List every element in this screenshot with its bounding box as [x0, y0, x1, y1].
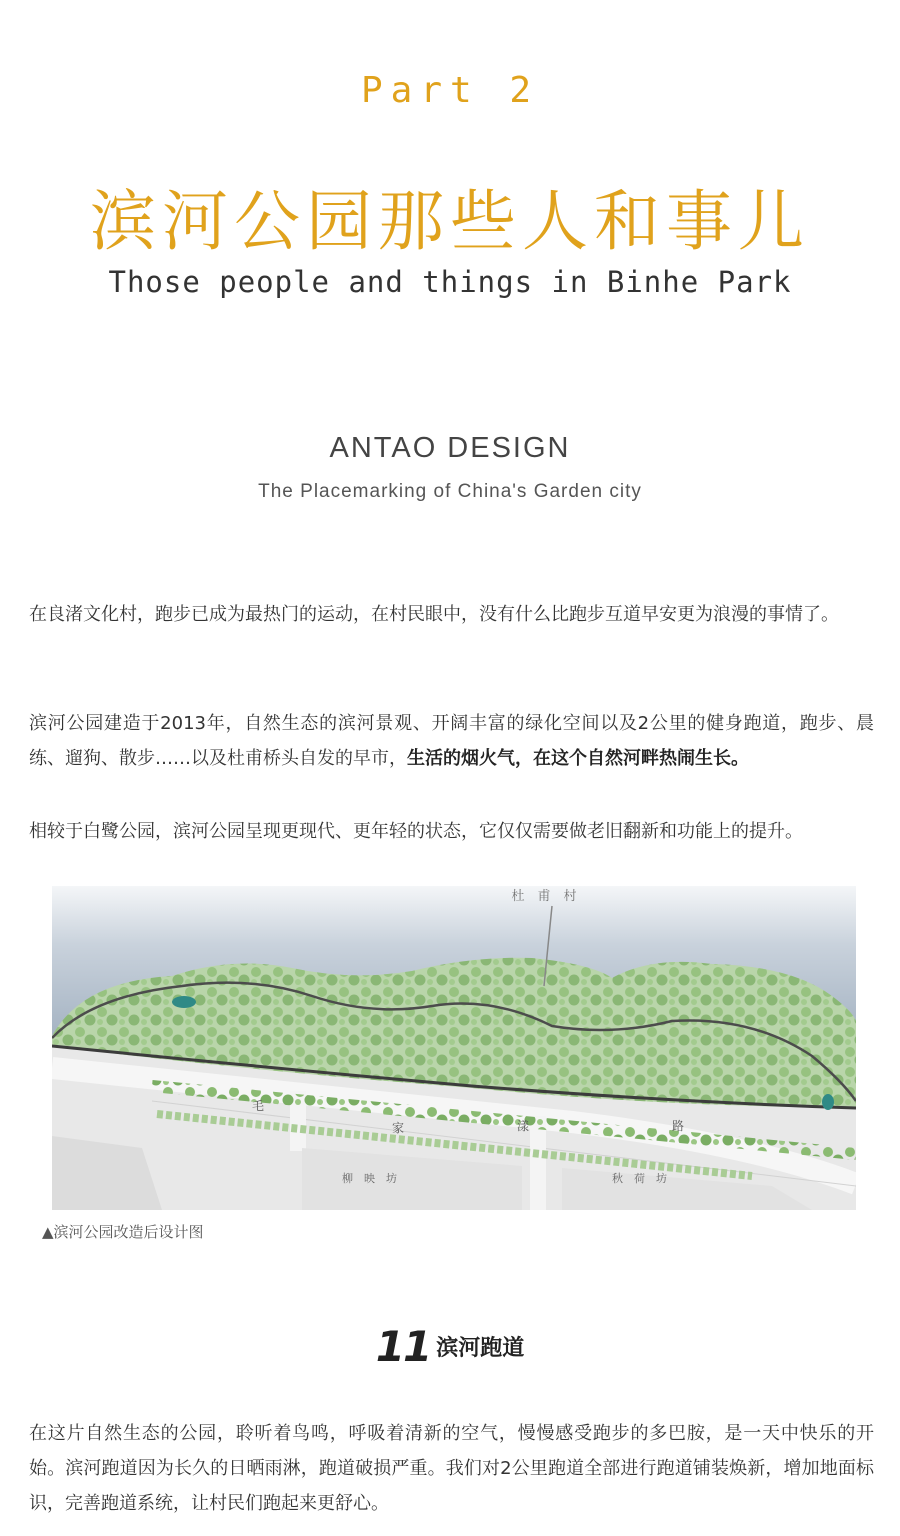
section-number: 11: [375, 1322, 431, 1371]
road-label-3: 漾: [517, 1119, 530, 1133]
bridge-road: [530, 1116, 546, 1210]
section-title: 滨河跑道: [436, 1336, 525, 1361]
page-subtitle: Those people and things in Binhe Park: [108, 265, 792, 299]
section-heading: [0, 1322, 900, 1371]
district-label-left: 柳 映 坊: [342, 1172, 397, 1185]
road-label-2: 家: [392, 1121, 405, 1135]
paragraph-track: 在这片自然生态的公园，聆听着鸟鸣，呼吸着清新的空气，慢慢感受跑步的多巴胺，是一天中快乐的开始。滨河跑道因为长久的日晒雨淋，跑道破损严重。我们对2公里跑道全部进行跑道铺装焕新，增加地面标识，完善跑道系统，让村民们跑起来更舒心。: [29, 1423, 874, 1514]
paragraph-history: [29, 706, 874, 776]
image-caption: ▲滨河公园改造后设计图: [42, 1223, 204, 1241]
village-label: 杜 甫 村: [511, 889, 577, 904]
park-plan-image: [52, 886, 856, 1210]
page-title: 滨河公园那些人和事儿: [90, 183, 810, 260]
paragraph-comparison: 相较于白鹭公园，滨河公园呈现更现代、更年轻的状态，它仅仅需要做老旧翻新和功能上的提升。: [29, 821, 803, 842]
road-label-4: 路: [672, 1119, 685, 1133]
road-label-1: 毛: [252, 1099, 265, 1113]
district-label-right: 秋 荷 坊: [612, 1172, 667, 1185]
brand-tagline: The Placemarking of China's Garden city: [258, 481, 642, 502]
pond: [172, 996, 196, 1008]
paragraph-history-text: 滨河公园建造于2013年，自然生态的滨河景观、开阔丰富的绿化空间以及2公里的健身跑道，跑步、晨练、遛狗、散步……以及杜甫桥头自发的早市，: [29, 713, 874, 769]
paragraph-intro: 在良渚文化村，跑步已成为最热门的运动，在村民眼中，没有什么比跑步互道早安更为浪漫的事情了。: [29, 604, 839, 625]
brand-name: ANTAO DESIGN: [329, 432, 571, 464]
part-label: Part 2: [360, 70, 540, 111]
paragraph-history-emphasis: 生活的烟火气，在这个自然河畔热闹生长。: [407, 748, 749, 769]
